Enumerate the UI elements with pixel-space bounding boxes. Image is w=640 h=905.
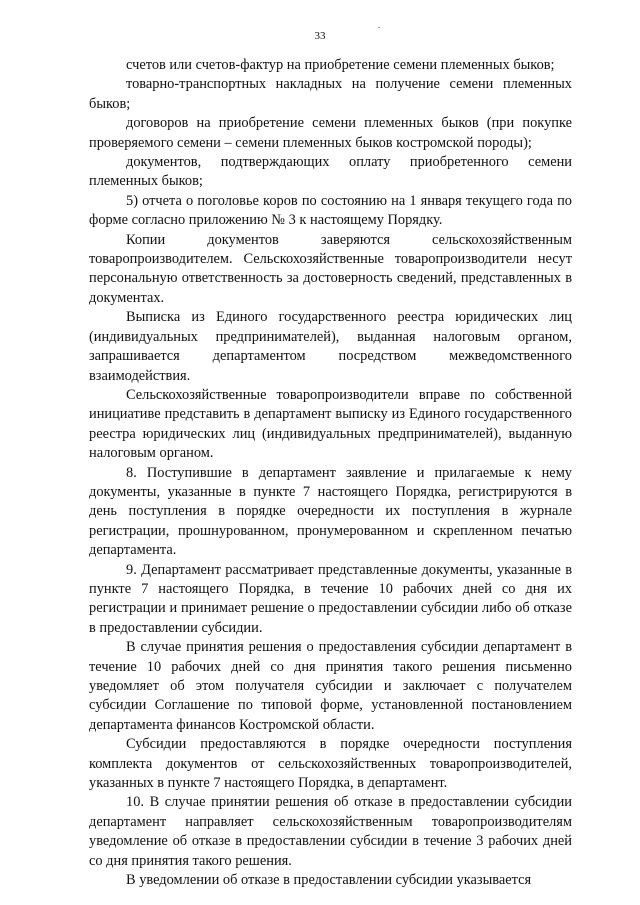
paragraph: счетов или счетов-фактур на приобретение семени племенных быков; [126, 57, 555, 73]
paragraph: Сельскохозяйственные товаропроизводители вправе по собственной инициативе представить в департамент выписку из Единого государственного реестра юридических лиц (индивидуальных предпринимателей), выданную налоговым органом. [89, 386, 572, 462]
paragraph: договоров на приобретение семени племенных быков (при покупке проверяемого семени – семени племенных быков костромской породы); [89, 115, 572, 151]
paragraph: Копии документов заверяются сельскохозяйственным товаропроизводителем. Сельскохозяйственные товаропроизводители несут персональную ответственность за достоверность сведений, представленных в документах. [89, 231, 572, 306]
paragraph: В уведомлении об отказе в предоставлении субсидии указывается [126, 872, 532, 889]
paragraph: 10. В случае принятии решения об отказе в предоставлении субсидии департамент направляет сельскохозяйственным товаропроизводителям уведомление об отказе в предоставлении субсидии в течение 3 рабочих дней со дня принятия такого решения. [89, 794, 572, 869]
paragraph: 9. Департамент рассматривает представленные документы, указанные в пункте 7 настоящего Порядка, в течение 10 рабочих дней со дня их регистрации и принимает решение о предоставлении субсидии либо об отказе в предоставлении субсидии. [89, 561, 572, 636]
paragraph: 8. Поступившие в департамент заявление и прилагаемые к нему документы, указанные в пункте 7 настоящего Порядка, регистрируются в день поступления в порядке очередности их поступления в журнале регистрации, прошнурованном, пронумерованном и скрепленном печатью департамента. [89, 464, 572, 559]
scan-speck [378, 27, 380, 28]
paragraph: 5) отчета о поголовье коров по состоянию на 1 января текущего года по форме согласно приложению № 3 к настоящему Порядку. [89, 192, 572, 229]
document-body [89, 56, 572, 890]
paragraph: товарно-транспортных накладных на получение семени племенных быков; [89, 76, 572, 112]
paragraph: В случае принятия решения о предоставления субсидии департамент в течение 10 рабочих дней со дня принятия такого решения письменно уведомляет об этом получателя субсидии и заключает с получателем субсидии Соглашение по типовой форме, установленной постановлением департамента финансов Костромской области. [89, 639, 572, 733]
page-number: 33 [314, 30, 326, 42]
paragraph: документов, подтверждающих оплату приобретенного семени племенных быков; [89, 154, 572, 190]
paragraph: Выписка из Единого государственного реестра юридических лиц (индивидуальных предпринимателей), выданная налоговым органом, запрашивается департаментом посредством межведомственного взаимодействия. [89, 309, 572, 384]
paragraph: Субсидии предоставляются в порядке очередности поступления комплекта документов от сельскохозяйственных товаропроизводителей, указанных в пункте 7 настоящего Порядка, в департамент. [89, 736, 572, 792]
